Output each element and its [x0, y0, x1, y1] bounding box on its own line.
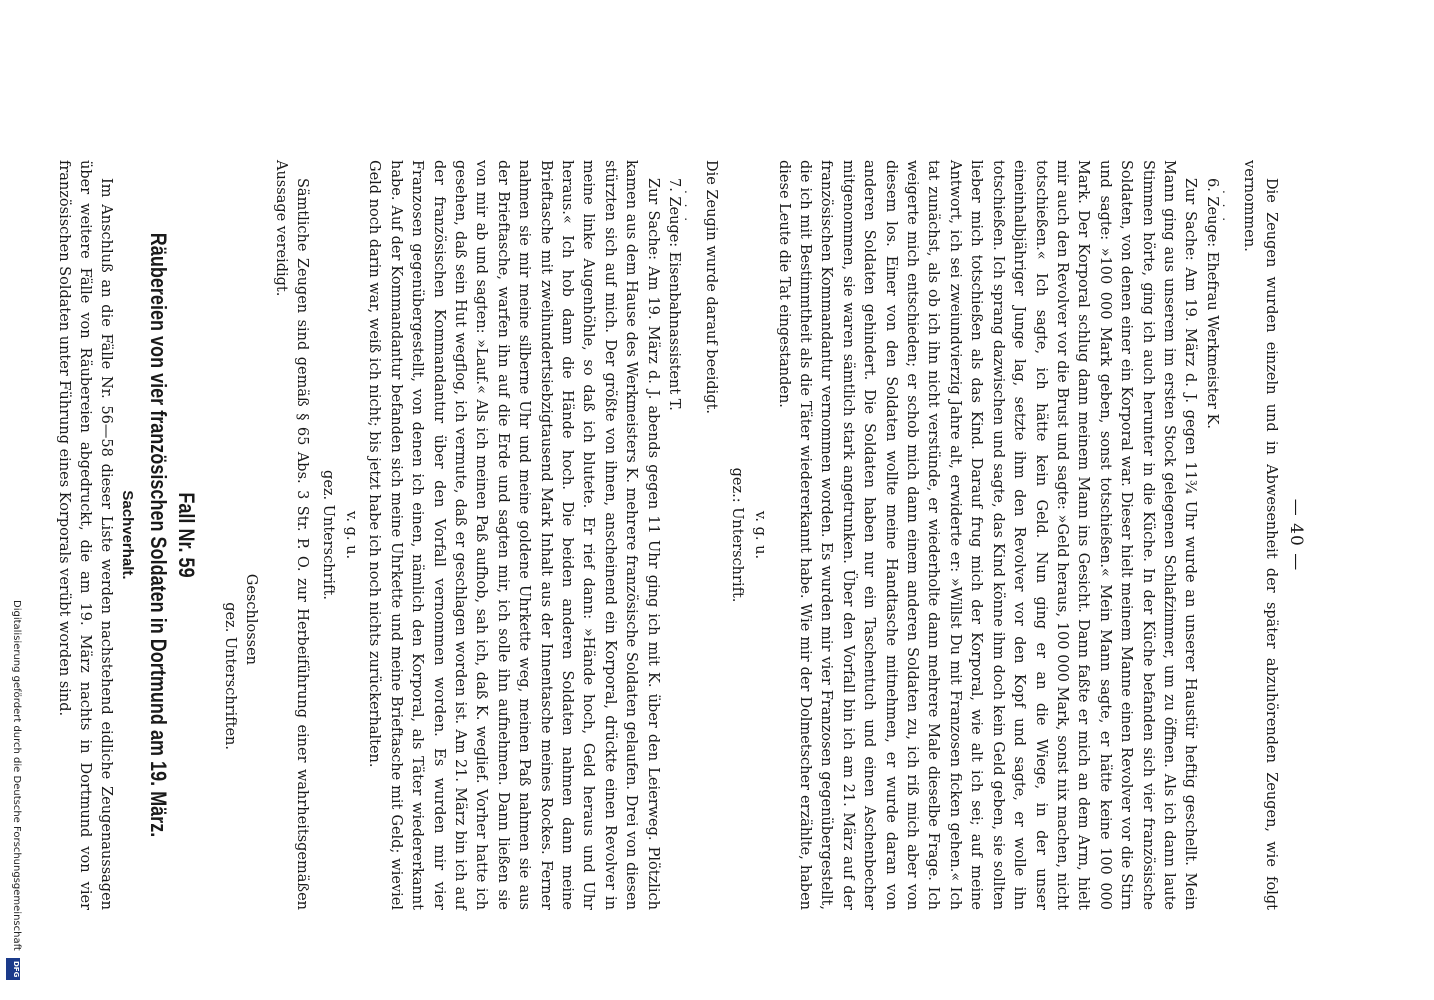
intro-paragraph: Die Zeugen wurden einzeln und in Abwesenheit der später abzuhörenden Zeugen, wie folgt vernommen.	[1241, 160, 1279, 910]
ellipsis-marker-2: . . .	[682, 190, 697, 225]
case-number: Fall Nr. 59	[174, 492, 200, 578]
all-sworn-statement: Sämtliche Zeugen sind gemäß § 65 Abs. 3 Str. P. O. zur Herbeiführung einer wahrheitsgemäßen Aussage vereidigt.	[272, 160, 311, 910]
sworn-statement: Die Zeugin wurde darauf beeidigt.	[703, 160, 720, 415]
dfg-logo-icon: DFG	[6, 958, 20, 980]
witness6-heading	[1200, 160, 1221, 910]
ellipsis-marker: . . .	[1219, 190, 1234, 225]
page-number: — 40 —	[1286, 498, 1306, 572]
witness7-signature: gez. Unterschrift.	[319, 470, 336, 600]
closed-label: Geschlossen	[243, 573, 260, 665]
closed-signatures: gez. Unterschriften.	[221, 602, 238, 750]
witness6-signature: gez.: Unterschrift.	[728, 467, 745, 603]
witness7-statement: Zur Sache: Am 19. März d. J. abends gegen 11 Uhr ging ich mit K. über den Leierweg. Plötzlich kamen aus dem Hause des Werkmeisters K. mehrere französische Soldaten gelaufen. Drei von diesen stürzten sich auf mich. Der größte von ihnen, anscheinend ein Korporal, drückte einen Revolver in meine linke Augenhöhle, so daß ich blutete. Er rief dann: »Hände hoch, Geld heraus und Uhr heraus.« Ich hob dann die Hände hoch. Die beiden anderen Soldaten nahmen dann meine Brieftasche mit zweihundertsiebzigtausend Mark Inhalt aus der Innentasche meines Rockes. Ferner nahmen sie mir meine silberne Uhr und meine goldene Uhrkette weg, meinen Paß nahmen sie aus der Brieftasche, warfen ihn auf die Erde und sagten mir, ich solle ihn aufnehmen. Dann ließen sie von mir ab und sagten: »Lauf.« Als ich meinen Paß aufhob, sah ich, daß K. weglief. Vorher hatte ich gesehen, daß sein Hut wegflog, ich vermute, daß er geschlagen worden ist. Am 21. März bin ich auf der französischen Kommandantur über den Vorfall vernommen worden. Es wurden mir vier Franzosen gegenübergestellt, von denen ich einen, nämlich den Korporal, als Täter wiedererkannt habe. Auf der Kommandantur befanden sich meine Uhrkette und meine Brieftasche mit Geld; wieviel Geld noch darin war, weiß ich nicht; bis jetzt habe ich noch nichts zurückerhalten.	[366, 160, 661, 910]
case-title: Räubereien von vier französischen Soldaten in Dortmund am 19. März.	[146, 232, 172, 838]
case-section-heading: Sachverhalt.	[119, 490, 137, 580]
witness7-vgu: v. g. u.	[342, 510, 359, 560]
witness7-heading: 7. Zeuge: Eisenbahnassistent T.	[666, 178, 683, 411]
footer-text: Digitalisierung gefördert durch die Deutsche Forschungsgemeinschaft	[11, 600, 22, 951]
witness6-heading-text: 6. Zeuge: Ehefrau Werkmeister K.	[1203, 178, 1220, 430]
case-text: Im Anschluß an die Fälle Nr. 56—58 dieser Liste werden nachstehend eidliche Zeugenaussagen über weitere Fälle von Räubereien abgedruckt, die am 19. März nachts in Dortmund von vier französischen Soldaten unter Führung eines Korporals verübt worden sind.	[55, 160, 115, 910]
witness6-statement: Zur Sache: Am 19. März d. J. gegen 11¾ Uhr wurde an unserer Haustür heftig geschellt. Mein Mann ging aus unserem im ersten Stock gelegenen Schlafzimmer, um zu öffnen. Als ich dann laute Stimmen hörte, ging ich auch herunter in die Küche. In der Küche befanden sich vier französische Soldaten, von denen einer ein Korporal war. Dieser hielt meinem Manne einen Revolver vor die Stirn und sagte: »100 000 Mark geben, sonst totschießen.« Mein Mann sagte, er hätte keine 100 000 Mark. Der Korporal schlug dann meinem Mann ins Gesicht. Dann faßte er mich an dem Arm, hielt mir auch den Revolver vor die Brust und sagte: »Geld heraus, 100 000 Mark, sonst nix machen, nicht totschießen.« Ich sagte, ich hätte kein Geld. Nun ging er an die Wiege, in der unser eineinhalbjähriger Junge lag, setzte ihm den Revolver vor den Kopf und sagte, er wolle ihn totschießen. Ich sprang dazwischen und sagte, das Kind könne ihm doch kein Geld geben, sie sollten lieber mich totschießen als das Kind. Darauf frug mich der Korporal, wie alt ich sei; auf meine Antwort, ich sei zweiundvierzig Jahre alt, erwiderte er: »Willst Du mit Franzosen ficken gehen.« Ich tat zunächst, als ob ich ihn nicht verstünde, er wiederholte dann mehrere Male dieselbe Frage. Ich weigerte mich entschieden; er schob mich dann einem anderen Soldaten zu, ich riß mich aber von diesem los. Einer von den Soldaten wollte meine Handtasche mitnehmen, er wurde daran von anderen Soldaten gehindert. Die Soldaten haben nur ein Taschentuch und einen Aschenbecher mitgenommen, sie waren sämtlich stark angetrunken. Über den Vorfall bin ich am 21. März auf der französischen Kommandantur vernommen worden. Es wurden mir vier Franzosen gegenübergestellt, die ich mit Bestimmtheit als die Täter wiedererkannt habe. Wie mir der Dolmetscher erzählte, haben diese Leute die Tat eingestanden.	[775, 160, 1199, 910]
footer-credit	[6, 600, 22, 980]
witness6-vgu: v. g. u.	[752, 510, 769, 560]
page-content	[52, 160, 1334, 910]
